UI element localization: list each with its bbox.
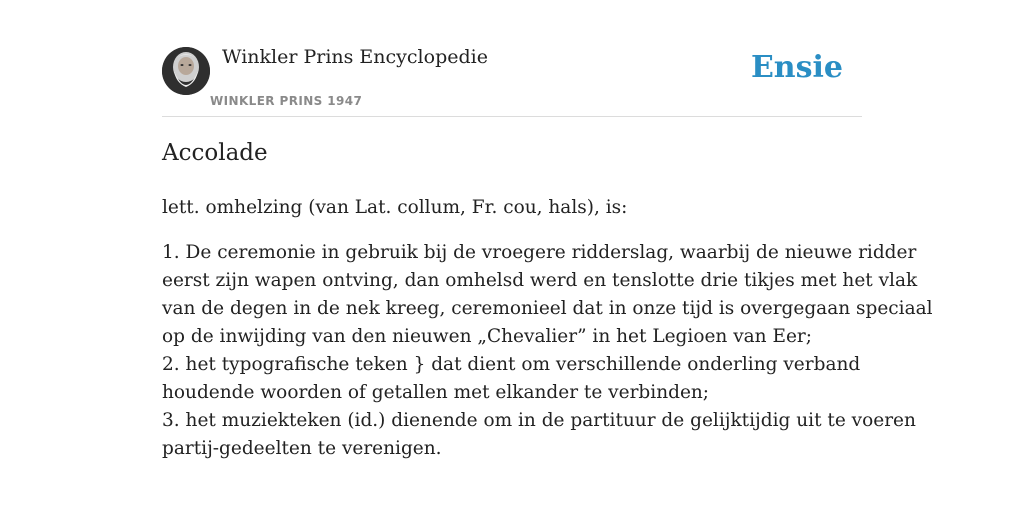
entry-title: Accolade — [162, 140, 268, 166]
entry-intro: lett. omhelzing (van Lat. collum, Fr. cou, hals), is: — [162, 197, 628, 218]
body-line: van de degen in de nek kreeg, ceremonieel dat in onze tijd is overgegaan speciaal — [162, 298, 933, 319]
body-line: 1. De ceremonie in gebruik bij de vroegere ridderslag, waarbij de nieuwe ridder — [162, 242, 917, 263]
avatar[interactable] — [162, 47, 210, 95]
body-line: 3. het muziekteken (id.) dienende om in de partituur de gelijktijdig uit te voeren — [162, 410, 916, 431]
body-line: op de inwijding van den nieuwen „Chevalier” in het Legioen van Eer; — [162, 326, 813, 347]
site-title-link[interactable]: Winkler Prins Encyclopedie — [222, 46, 488, 68]
body-line: eerst zijn wapen ontving, dan omhelsd werd en tenslotte drie tikjes met het vlak — [162, 270, 918, 291]
entry-body — [162, 239, 933, 463]
body-line: 2. het typografische teken } dat dient om verschillende onderling verband — [162, 354, 861, 375]
edition-label: WINKLER PRINS 1947 — [210, 94, 363, 108]
body-line: partij-gedeelten te verenigen. — [162, 438, 442, 459]
header — [162, 0, 862, 117]
bearded-man-portrait-icon — [162, 47, 210, 95]
ensie-logo-link[interactable]: Ensie — [750, 50, 843, 85]
page-container — [162, 0, 933, 459]
body-line: houdende woorden of getallen met elkander te verbinden; — [162, 382, 710, 403]
